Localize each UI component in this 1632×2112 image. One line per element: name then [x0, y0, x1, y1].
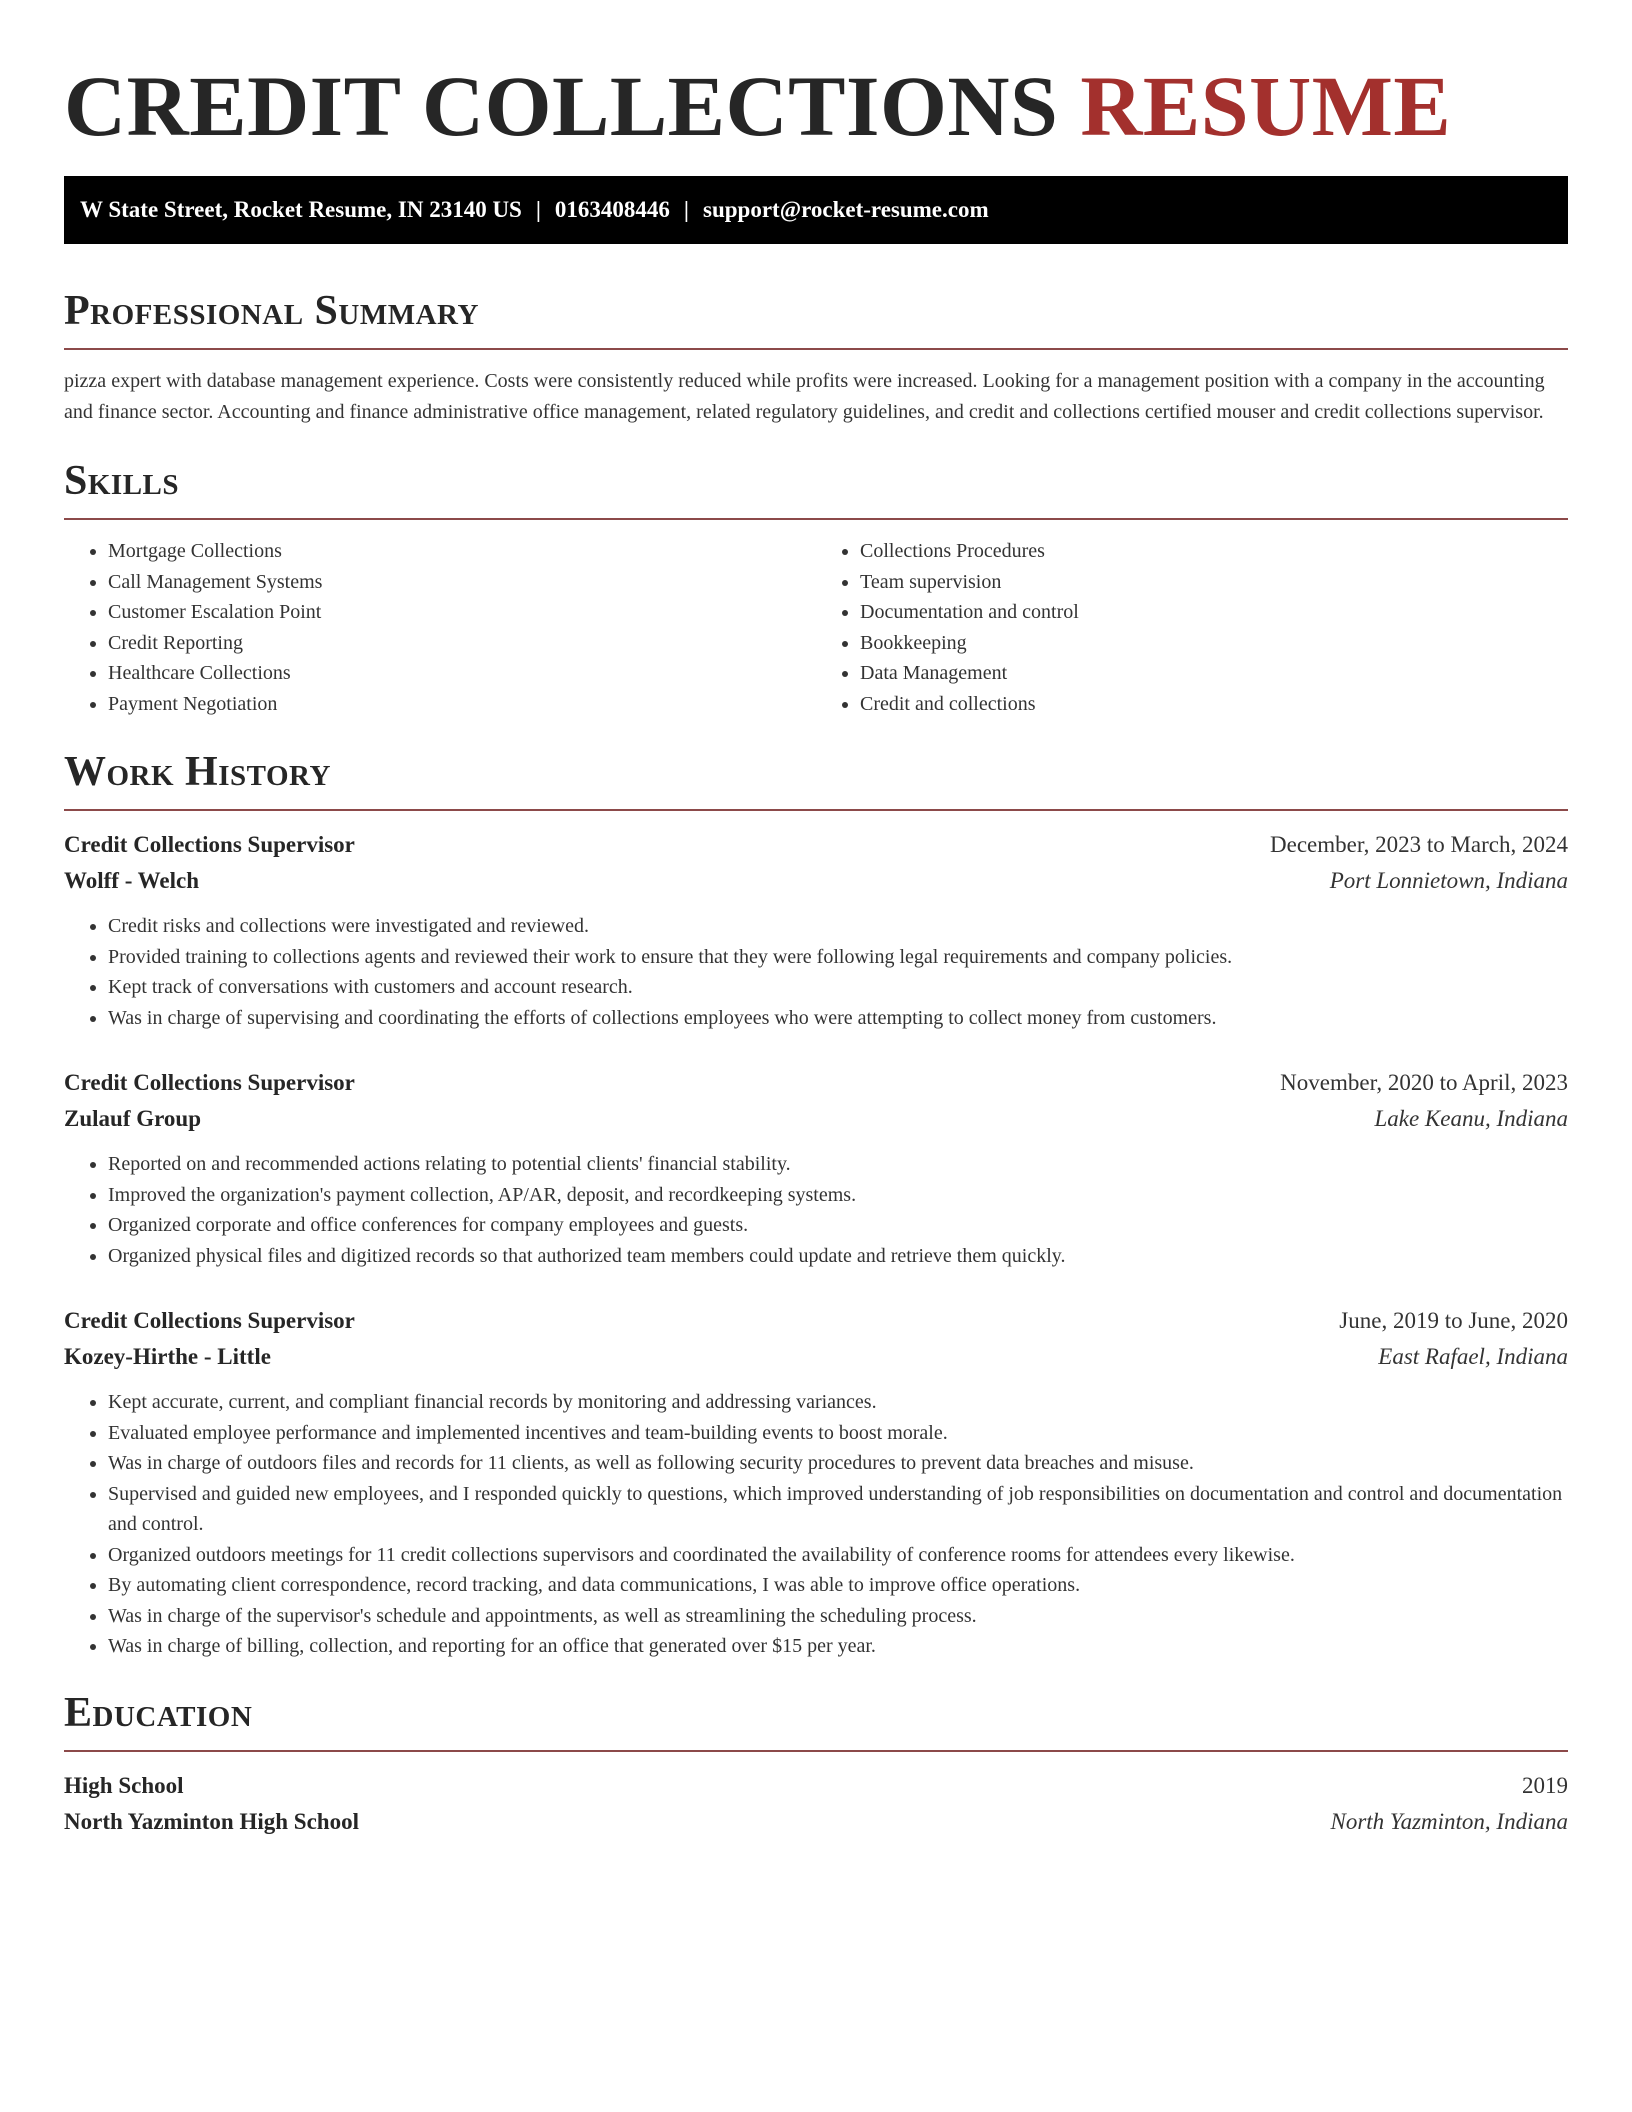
skill-item: • Healthcare Collections	[108, 658, 816, 689]
contact-separator: |	[535, 197, 541, 222]
job-bullet: • Kept accurate, current, and compliant financial records by monitoring and addressing variances.	[108, 1387, 1568, 1418]
education-header	[64, 1768, 1568, 1804]
job-bullets	[64, 911, 1568, 1033]
job-bullet: • Supervised and guided new employees, and I responded quickly to questions, which improved understanding of job responsibilities on documentation and control and documentation and control.	[108, 1479, 1568, 1540]
title-accent: RESUME	[1080, 58, 1452, 154]
resume-page	[64, 0, 1568, 1840]
summary-section	[64, 286, 1568, 428]
education-year: 2019	[1522, 1772, 1568, 1798]
job-bullets	[64, 1149, 1568, 1271]
job-bullets	[64, 1387, 1568, 1662]
skill-item: • Credit Reporting	[108, 628, 816, 659]
contact-address: W State Street, Rocket Resume, IN 23140 US	[80, 197, 522, 222]
job-entry	[64, 1303, 1568, 1662]
skill-item: • Bookkeeping	[860, 628, 1568, 659]
resume-title	[64, 0, 1568, 156]
skills-columns	[64, 536, 1568, 719]
job-bullet: • Credit risks and collections were investigated and reviewed.	[108, 911, 1568, 942]
job-entry	[64, 1065, 1568, 1271]
job-dates: December, 2023 to March, 2024	[1270, 832, 1568, 857]
skill-item: • Credit and collections	[860, 689, 1568, 720]
job-header	[64, 827, 1568, 863]
job-dates: November, 2020 to April, 2023	[1280, 1070, 1568, 1095]
contact-email: support@rocket-resume.com	[703, 197, 989, 222]
education-subheader	[64, 1804, 1568, 1840]
skill-item: • Call Management Systems	[108, 567, 816, 598]
job-bullet: • By automating client correspondence, record tracking, and data communications, I was able to improve office operations.	[108, 1570, 1568, 1601]
job-header	[64, 1303, 1568, 1339]
job-bullet: • Organized outdoors meetings for 11 credit collections supervisors and coordinated the availability of conference rooms for attendees every likewise.	[108, 1540, 1568, 1571]
job-location: Port Lonnietown, Indiana	[1329, 868, 1568, 893]
education-heading: Education	[64, 1689, 253, 1736]
education-entry	[64, 1768, 1568, 1840]
job-subheader	[64, 863, 1568, 899]
job-bullet: • Evaluated employee performance and implemented incentives and team-building events to boost morale.	[108, 1418, 1568, 1449]
job-bullet: • Was in charge of outdoors files and records for 11 clients, as well as following security procedures to prevent data breaches and misuse.	[108, 1448, 1568, 1479]
summary-text: pizza expert with database management experience. Costs were consistently reduced while profits were increased. Looking for a management position with a company in the accounting and finance sector. Accounting and finance administrative office management, related regulatory guidelines, and credit and collections certified mouser and credit collections supervisor.	[64, 370, 1545, 423]
education-section	[64, 1688, 1568, 1840]
skill-item: • Customer Escalation Point	[108, 597, 816, 628]
education-degree: High School	[64, 1772, 184, 1798]
job-company: Wolff - Welch	[64, 868, 200, 893]
skills-list-right	[816, 536, 1568, 719]
summary-heading: Professional Summary	[64, 288, 479, 334]
job-bullet: • Provided training to collections agents and reviewed their work to ensure that they were following legal requirements and company policies.	[108, 942, 1568, 973]
job-title: Credit Collections Supervisor	[64, 832, 355, 857]
education-location: North Yazminton, Indiana	[1330, 1808, 1568, 1834]
job-company: Zulauf Group	[64, 1106, 201, 1131]
skill-item: • Collections Procedures	[860, 536, 1568, 567]
job-location: Lake Keanu, Indiana	[1374, 1106, 1568, 1131]
job-bullet: • Was in charge of supervising and coordinating the efforts of collections employees who were attempting to collect money from customers.	[108, 1003, 1568, 1034]
section-divider	[64, 809, 1568, 811]
work-heading: Work History	[64, 749, 331, 795]
skill-item: • Mortgage Collections	[108, 536, 816, 567]
contact-bar	[64, 176, 1568, 244]
job-bullet: • Organized corporate and office conferences for company employees and guests.	[108, 1210, 1568, 1241]
skills-section	[64, 456, 1568, 719]
skill-item: • Payment Negotiation	[108, 689, 816, 720]
job-bullet: • Was in charge of billing, collection, and reporting for an office that generated over $15 per year.	[108, 1631, 1568, 1662]
skill-item: • Team supervision	[860, 567, 1568, 598]
job-company: Kozey-Hirthe - Little	[64, 1344, 271, 1369]
skills-list-left	[64, 536, 816, 719]
section-divider	[64, 1750, 1568, 1752]
skill-item: • Data Management	[860, 658, 1568, 689]
contact-phone: 0163408446	[554, 197, 670, 222]
title-main: CREDIT COLLECTIONS	[64, 58, 1059, 154]
education-school: North Yazminton High School	[64, 1808, 359, 1834]
contact-separator: |	[683, 197, 689, 222]
job-dates: June, 2019 to June, 2020	[1339, 1308, 1568, 1333]
skill-item: • Documentation and control	[860, 597, 1568, 628]
job-bullet: • Reported on and recommended actions relating to potential clients' financial stability.	[108, 1149, 1568, 1180]
job-bullet: • Improved the organization's payment collection, AP/AR, deposit, and recordkeeping systems.	[108, 1180, 1568, 1211]
skills-heading: Skills	[64, 458, 180, 504]
job-bullet: • Kept track of conversations with customers and account research.	[108, 972, 1568, 1003]
job-header	[64, 1065, 1568, 1101]
work-section	[64, 747, 1568, 1662]
section-divider	[64, 518, 1568, 520]
job-title: Credit Collections Supervisor	[64, 1070, 355, 1095]
section-divider	[64, 348, 1568, 350]
job-bullet: • Was in charge of the supervisor's schedule and appointments, as well as streamlining the scheduling process.	[108, 1601, 1568, 1632]
job-subheader	[64, 1101, 1568, 1137]
job-subheader	[64, 1339, 1568, 1375]
job-location: East Rafael, Indiana	[1378, 1344, 1568, 1369]
job-entry	[64, 827, 1568, 1033]
job-title: Credit Collections Supervisor	[64, 1308, 355, 1333]
job-bullet: • Organized physical files and digitized records so that authorized team members could update and retrieve them quickly.	[108, 1241, 1568, 1272]
